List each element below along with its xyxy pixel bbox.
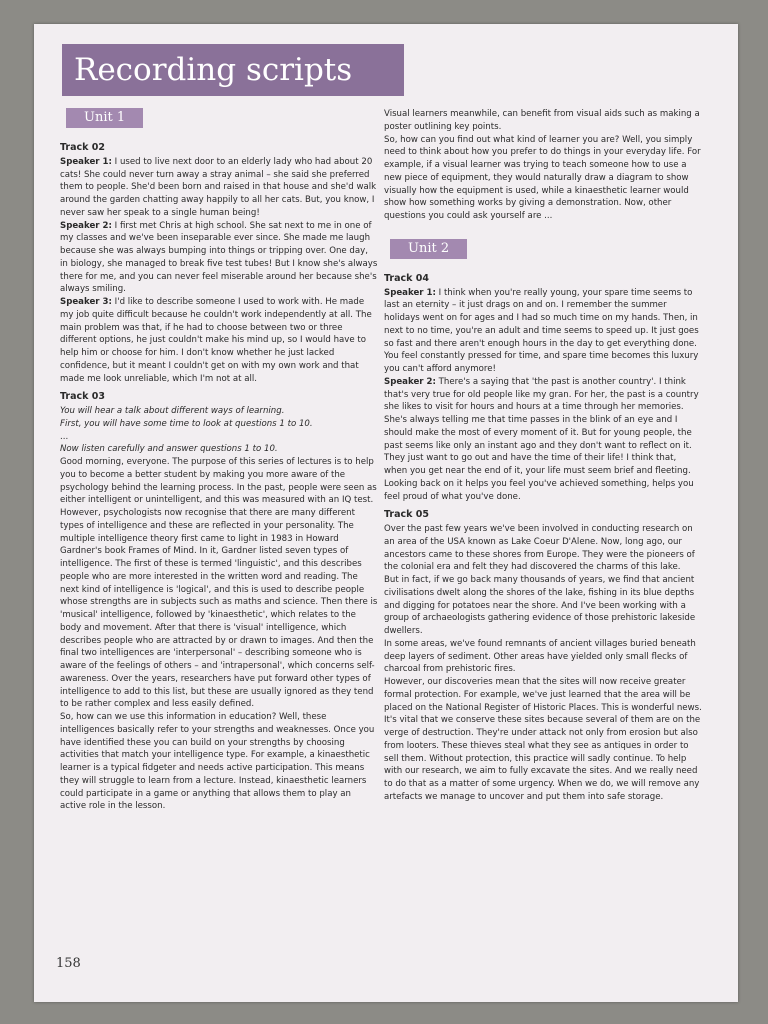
speaker-label: Speaker 2: bbox=[384, 376, 436, 387]
track-03-instruction-3: Now listen carefully and answer questions 1 to 10. bbox=[60, 444, 278, 455]
track-02-label: Track 02 bbox=[60, 142, 106, 153]
speaker-text: I think when you're really young, your spare time seems to last an eternity – it just drags on and on. I remember the summer holidays went on for ages and I had so much time on my hands. Then, in next to no time, you're an adult and time seems to speed up. It just goes so fast and there aren't enough hours in the day to get everything done. You feel constantly pressed for time, and spare time becomes this luxury you can't afford anymore! bbox=[384, 287, 699, 374]
speaker-label: Speaker 1: bbox=[60, 156, 112, 167]
speaker-label: Speaker 2: bbox=[60, 220, 112, 231]
track-03-label: Track 03 bbox=[60, 391, 106, 403]
page-title: Recording scripts bbox=[62, 44, 404, 96]
unit-2-heading: Unit 2 bbox=[390, 239, 467, 259]
track-05-label: Track 05 bbox=[384, 509, 430, 521]
speaker-text: I'd like to describe someone I used to work with. He made my job quite difficult because he couldn't work independently at all. The main problem was that, if he had to choose between two or three different options, he just couldn't make his mind up, so I would have to help him or choose for him. I don't know whether he just lacked confidence, but it meant I couldn't get on with my own work and that made me look unreliable, which I'm not at all. bbox=[60, 297, 372, 384]
track-03-instruction-1: You will hear a talk about different ways of learning. bbox=[60, 406, 285, 416]
track-02-speaker-2 bbox=[60, 220, 378, 297]
track-03-continued-2: So, how can you find out what kind of learner you are? Well, you simply need to think about how you prefer to do things in your everyday life. For example, if a visual learner was trying to teach someone how to use a new piece of equipment, they would naturally draw a diagram to show visually how the equipment is used, while a kinaesthetic learner would show how something works by giving a demonstration. Now, other questions you could ask yourself are ... bbox=[384, 134, 701, 221]
track-04-label: Track 04 bbox=[384, 272, 430, 284]
spacer bbox=[384, 223, 702, 239]
track-02-speaker-1 bbox=[60, 156, 378, 220]
book-page bbox=[34, 24, 738, 1002]
speaker-text: I used to live next door to an elderly lady who had about 20 cats! She could never turn away a stray animal – she said she preferred them to people. She'd been born and raised in that house and she'd walk around the garden chatting away happily to all her cats. But, you know, I never saw her speak to a single human being! bbox=[60, 156, 377, 218]
track-03-ellipsis: ... bbox=[60, 431, 69, 442]
track-05-paragraph-2: But in fact, if we go back many thousands of years, we find that ancient civilisations dwelt along the shores of the lake, fishing in its blue depths and digging for potatoes near the shore. And I've been working with a group of archaeologists gathering evidence of those prehistoric lakeside dwellers. bbox=[384, 575, 696, 636]
track-03-instruction-2: First, you will have some time to look at questions 1 to 10. bbox=[60, 418, 313, 429]
speaker-text: There's a saying that 'the past is another country'. I think that's very true for old people like my gran. For her, the past is a country she likes to visit for hours and hours at a time through her memories. She's always telling me that time passes in the blink of an eye and I should make the most of every moment of it. But for young people, the past seems like only an instant ago and they don't want to reflect on it. They just want to go out and have the time of their life! I think that, when you get near the end of it, your life must seem brief and fleeting. Looking back on it helps you feel you've achieved something, helps you feel proud of what you've done. bbox=[384, 376, 699, 502]
track-05-paragraph-3: In some areas, we've found remnants of ancient villages buried beneath deep layers of sediment. Other areas have yielded only small flecks of charcoal from prehistoric fires. bbox=[384, 638, 696, 675]
track-03-continued-1: Visual learners meanwhile, can benefit from visual aids such as making a poster outlining key points. bbox=[384, 109, 700, 132]
track-03-body-2: So, how can we use this information in education? Well, these intelligences basically refer to your strengths and weaknesses. Once you have identified these you can build on your strengths by choosing activities that match your intelligence type. For example, a kinaesthetic learner is a typical fidgeter and needs active participation. This means they will struggle to learn from a lecture. Instead, kinaesthetic learners could participate in a game or anything that allows them to play an active role in the lesson. bbox=[60, 712, 375, 812]
track-03-body: Good morning, everyone. The purpose of this series of lectures is to help you to become a better student by making you more aware of the psychology behind the learning process. In the past, people were seen as either intelligent or unintelligent, and this was measured with an IQ test. However, psychologists now recognise that there are many different types of intelligence and these are reflected in your personality. The multiple intelligence theory first came to light in 1983 in Howard Gardner's book Frames of Mind. In it, Gardner listed seven types of intelligence. The first of these is termed 'linguistic', and this describes people who are more interested in the written word and reading. The next kind of intelligence is 'logical', and this is used to describe people whose strengths are in subjects such as maths and science. Then there is 'musical' intelligence, followed by 'kinaesthetic', which relates to the body and movement. After that there is 'visual' intelligence, which describes people who are attracted by or drawn to images. And then the final two intelligences are 'interpersonal' – describing someone who is aware of the feelings of others – and 'intrapersonal', which concerns self-awareness. Over the years, researchers have put forward other types of intelligence to add to this list, but these are usually ignored as they tend to be rather complex and less easily defined. bbox=[60, 457, 378, 710]
track-02-speaker-3 bbox=[60, 296, 378, 385]
track-04-speaker-1 bbox=[384, 287, 702, 376]
track-05-paragraph-4: However, our discoveries mean that the sites will now receive greater formal protection. For example, we've just learned that the area will be placed on the National Register of Historic Places. This is wonderful news. It's vital that we conserve these sites because several of them are on the verge of destruction. They're under attack not only from erosion but also from looters. These thieves steal what they see as antiques in order to sell them. Without protection, this practice will sadly continue. To help with our research, we aim to fully excavate the sites. And we really need to do that as a matter of some urgency. When we do, we will remove any artefacts we manage to uncover and put them into safe storage. bbox=[384, 677, 702, 802]
unit-1-heading: Unit 1 bbox=[66, 108, 143, 128]
track-04-speaker-2 bbox=[384, 376, 702, 504]
speaker-label: Speaker 3: bbox=[60, 297, 112, 307]
left-column bbox=[60, 108, 378, 813]
speaker-text: I first met Chris at high school. She sat next to me in one of my classes and we've been inseparable ever since. She made me laugh because she was always bumping into things or tripping over. One day, in biology, she managed to break five test tubes! But I know she's always there for me, and you can never feel miserable around her because she's always smiling. bbox=[60, 220, 378, 295]
speaker-label: Speaker 1: bbox=[384, 287, 436, 298]
right-column bbox=[384, 108, 702, 804]
page-number: 158 bbox=[56, 956, 81, 971]
track-05-paragraph-1: Over the past few years we've been involved in conducting research on an area of the USA known as Lake Coeur D'Alene. Now, long ago, our ancestors came to these shores from Europe. They were the pioneers of the colonial era and felt they had discovered the charms of this lake. bbox=[384, 524, 695, 573]
